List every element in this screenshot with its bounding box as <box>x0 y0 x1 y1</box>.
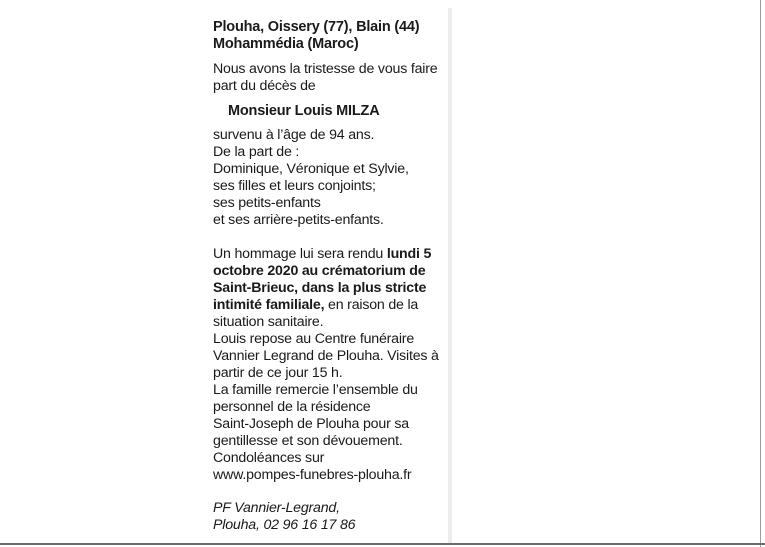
family-line: et ses arrière-petits-enfants. <box>213 212 384 228</box>
detail-line: Vannier Legrand de Plouha. Visites à <box>213 348 439 364</box>
family-line: ses filles et leurs conjoints; <box>213 178 376 194</box>
signature-line-1: PF Vannier-Legrand, <box>213 500 340 516</box>
bottom-border-line <box>0 543 765 545</box>
tribute-prefix: Un hommage lui sera rendu <box>213 246 387 262</box>
detail-line: gentillesse et son dévouement. <box>213 433 403 449</box>
details-block <box>213 331 453 484</box>
website-text: www.pompes-funebres-plouha.fr <box>213 467 412 483</box>
detail-line: Saint-Joseph de Plouha pour sa <box>213 416 409 432</box>
family-line: ses petits-enfants <box>213 195 321 211</box>
signature-line-2: Plouha, 02 96 16 17 86 <box>213 517 356 533</box>
tribute-bold: lundi 5 octobre 2020 au crématorium de Saint-Brieuc, dans la plus stricte intimité familiale, <box>213 246 432 313</box>
detail-line: La famille remercie l’ensemble du <box>213 382 418 398</box>
deceased-name: Monsieur Louis MILZA <box>228 103 380 119</box>
family-line: Dominique, Véronique et Sylvie, <box>213 161 409 177</box>
right-border-line <box>760 0 761 547</box>
detail-line: Condoléances sur <box>213 450 325 466</box>
places-line-2: Mohammédia (Maroc) <box>213 36 359 52</box>
places-line-1: Plouha, Oissery (77), Blain (44) <box>213 19 420 35</box>
family-line: survenu à l’âge de 94 ans. <box>213 127 375 143</box>
intro-line-2: part du décès de <box>213 78 316 94</box>
family-line: De la part de : <box>213 144 300 160</box>
detail-line: partir de ce jour 15 h. <box>213 365 343 381</box>
detail-line: personnel de la résidence <box>213 399 371 415</box>
intro-line-1: Nous avons la tristesse de vous faire <box>213 61 438 77</box>
detail-line: Louis repose au Centre funéraire <box>213 331 415 347</box>
tribute-paragraph <box>213 246 453 331</box>
family-block <box>213 127 453 229</box>
tribute-suffix: en raison de la situation sanitaire. <box>213 297 419 330</box>
obituary-notice <box>213 19 453 534</box>
